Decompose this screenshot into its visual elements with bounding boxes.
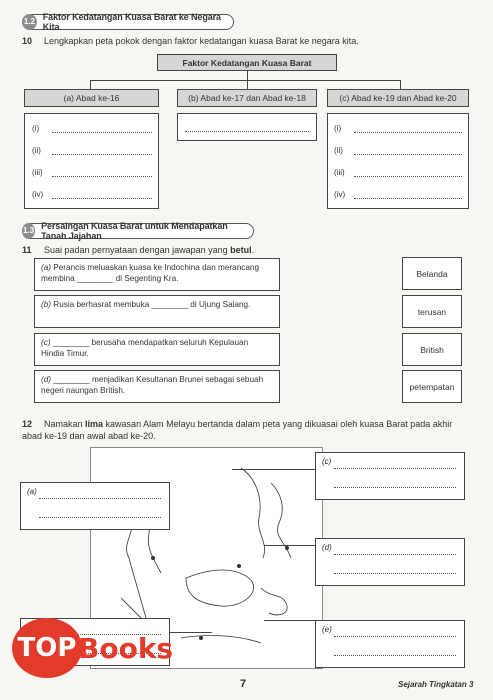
answer-line[interactable]: (iv) <box>32 190 152 199</box>
section-number: 1.3 <box>22 223 35 239</box>
map-answer-box-e[interactable]: (e) <box>315 620 465 668</box>
question-text: Lengkapkan peta pokok dengan faktor kedatangan kuasa Barat ke negara kita. <box>44 36 359 46</box>
question-12: 12 Namakan lima kawasan Alam Melayu bertanda dalam peta yang dikuasai oleh kuasa Barat pada akhir abad ke-19 dan awal abad ke-20. <box>22 419 453 441</box>
connector <box>247 80 248 89</box>
topbooks-logo <box>12 614 172 686</box>
page-number: 7 <box>240 678 247 690</box>
question-10 <box>22 35 472 47</box>
section-1-3-header <box>22 223 254 239</box>
leader-line <box>264 545 316 546</box>
answer-line[interactable]: (iii) <box>334 168 462 177</box>
question-number: 10 <box>22 36 33 46</box>
connector <box>90 80 400 81</box>
section-title: Persaingan Kuasa Barat untuk Mendapatkan Tanah Jajahan <box>41 221 228 241</box>
answer-option[interactable]: Belanda <box>402 257 462 290</box>
answer-option[interactable]: British <box>402 333 462 366</box>
branch-b-header: (b) Abad ke-17 dan Abad ke-18 <box>177 89 317 107</box>
section-number: 1.2 <box>22 14 37 30</box>
question-11: 11 Suai padan pernyataan dengan jawapan yang betul. <box>22 245 255 255</box>
answer-line[interactable]: (ii) <box>334 146 462 155</box>
connector <box>400 80 401 89</box>
tree-root: Faktor Kedatangan Kuasa Barat <box>157 54 337 71</box>
section-title: Faktor Kedatangan Kuasa Barat ke Negara Kita <box>42 12 221 32</box>
logo-top: TOP <box>12 618 82 678</box>
map-answer-box-a[interactable]: (a) <box>20 482 170 530</box>
question-number: 12 <box>22 419 33 429</box>
statement-c: (c) ________ berusaha mendapatkan seluruh Kepulauan Hindia Timur. <box>34 333 280 366</box>
branch-c-header: (c) Abad ke-19 dan Abad ke-20 <box>327 89 469 107</box>
connector <box>247 71 248 80</box>
leader-line <box>232 469 316 470</box>
answer-line[interactable] <box>185 124 309 132</box>
connector <box>90 80 91 89</box>
answer-line[interactable]: (iv) <box>334 190 462 199</box>
section-1-2-header <box>22 14 234 30</box>
logo-books: Books <box>78 632 174 665</box>
answer-line[interactable]: (i) <box>32 124 152 133</box>
question-number: 11 <box>22 245 32 255</box>
branch-a-header: (a) Abad ke-16 <box>24 89 159 107</box>
statement-d: (d) ________ menjadikan Kesultanan Brunei sebagai sebuah negeri naungan British. <box>34 370 280 403</box>
answer-option[interactable]: petempatan <box>402 370 462 403</box>
statement-b: (b) Rusia berhasrat membuka ________ di Ujung Salang. <box>34 295 280 328</box>
answer-line[interactable]: (ii) <box>32 146 152 155</box>
leader-line <box>264 620 316 621</box>
statement-a: (a) Perancis meluaskan kuasa ke Indochina dan merancang membina ________ di Segenting Kra. <box>34 258 280 291</box>
answer-option[interactable]: terusan <box>402 295 462 328</box>
answer-line[interactable]: (i) <box>334 124 462 133</box>
answer-line[interactable]: (iii) <box>32 168 152 177</box>
map-answer-box-d[interactable]: (d) <box>315 538 465 586</box>
book-title: Sejarah Tingkatan 3 <box>398 680 474 689</box>
map-answer-box-c[interactable]: (c) <box>315 452 465 500</box>
